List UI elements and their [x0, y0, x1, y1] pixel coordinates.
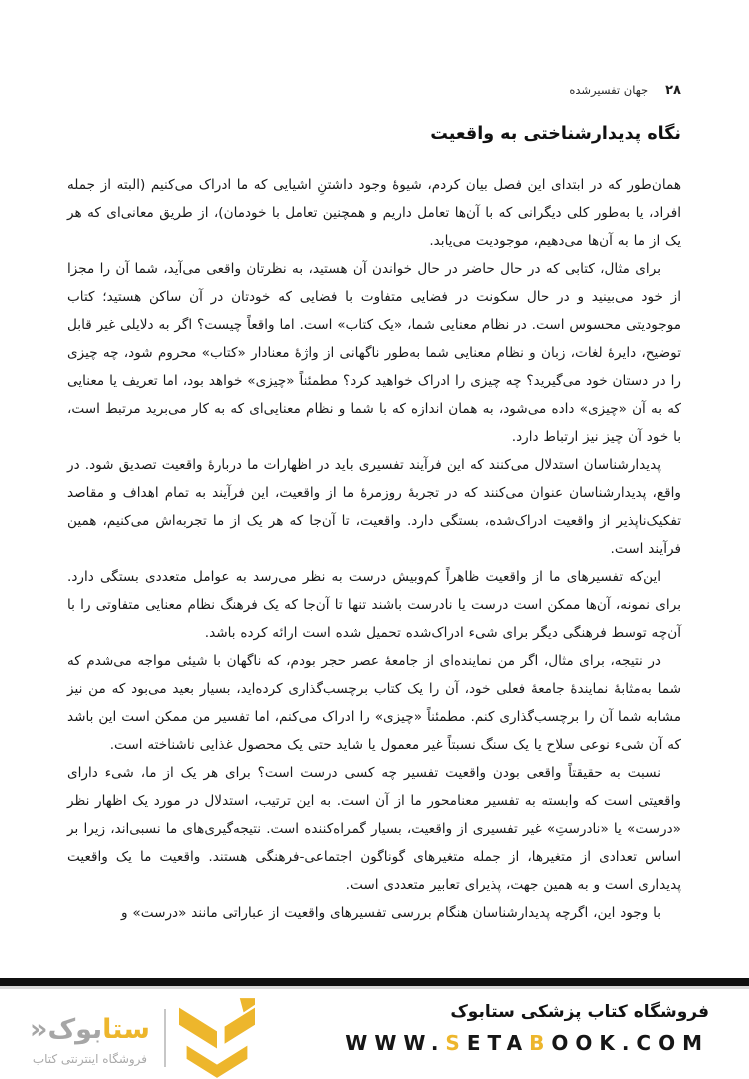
footer-store-info [345, 1002, 709, 1055]
paragraph-6: نسبت به حقیقتاً واقعی بودن واقعیت تفسیر چه کسی درست است؟ برای هر یک از ما، شیء دارای واقعیتی است که وابسته به تفسیر معنامحور ما از آن است. به این ترتیب، استدلال در مورد یک اظهار نظر «درست» یا «نادرستِ» غیر تفسیری از واقعیت، بسیار گمراه‌کننده است. نتیجه‌گیری‌های ما نسبی‌اند، زیرا بر اساس تعدادی از متغیرها، از جمله متغیرهای گوناگون اجتماعی-فرهنگی هستند. واقعیت ما یک واقعیت پدیداری است و به همین جهت، پذیرای تعابیر متعددی است. [67, 765, 681, 893]
logo-tagline: فروشگاه اینترنتی کتاب [32, 1051, 148, 1066]
logo-divider [164, 1009, 166, 1067]
website-segment: OOK.COM [551, 1031, 709, 1055]
logo-wordmark-accent: ستا [102, 1013, 150, 1045]
store-name: فروشگاه کتاب پزشکی ستابوک [450, 1002, 709, 1022]
double-chevron-icon [179, 998, 255, 1078]
promo-footer [0, 992, 749, 1079]
website-segment: WWW. [345, 1031, 446, 1055]
paragraph-5: در نتیجه، برای مثال، اگر من نماینده‌ای از جامعهٔ عصر حجر بودم، که ناگهان با شیئی مواجه می‌شدم که شما به‌مثابهٔ نمایندهٔ جامعهٔ فعلی خود، آن را یک کتاب برچسب‌گذاری کرده‌اید، بسیار بعید می‌بود که من نیز مشابه شما آن را برچسب‌گذاری کنم. مطمئناً «چیزی» را ادراک می‌کنم، اما تفسیر من ممکن است این باشد که آن شیء نوعی سلاح یا یک سنگ نسبتاً غیر معمول یا شاید حتی یک محصول غذایی ناشناخته است. [67, 653, 681, 753]
paragraph-7: با وجود این، اگرچه پدیدارشناسان هنگام بررسی تفسیرهای واقعیت از عباراتی مانند «درست» و [121, 905, 661, 921]
footer-separator [0, 978, 749, 989]
logo-wordmark [30, 1011, 150, 1049]
website-segment-accent: S [445, 1031, 467, 1055]
section-heading: نگاه پدیدارشناختی به واقعیت [430, 124, 681, 144]
body-text [67, 171, 681, 927]
logo-wordmark-gray: بوک« [30, 1013, 103, 1045]
paragraph-3: پدیدارشناسان استدلال می‌کنند که این فرآیند تفسیری باید در اظهارات ما دربارهٔ واقعیت تصدیق شود. در واقع، پدیدارشناسان عنوان می‌کنند که در تجربهٔ روزمرهٔ ما از واقعیت، این فرآیند به تمام اهداف و مقاصد تفکیک‌ناپذیر از واقعیت ادراک‌شده، بستگی دارد. واقعیت، تا آن‌جا که هر یک از ما تجربه‌اش می‌کنیم، همین فرآیند است. [67, 457, 681, 557]
page-number: ۲۸ [665, 83, 681, 98]
website-url [345, 1031, 709, 1055]
running-title: جهان تفسیرشده [569, 83, 649, 97]
paragraph-4: این‌که تفسیرهای ما از واقعیت ظاهراً کم‌وبیش درست به نظر می‌رسد به عوامل متعددی بستگی دارد. برای نمونه، آن‌ها ممکن است درست یا نادرست باشند تنها تا آن‌جا که یک فرهنگ نظام معنایی متفاوتی را با آن‌چه توسط فرهنگی دیگر برای شیء ادراک‌شده تحمیل شده است ارائه کرده باشد. [67, 569, 681, 641]
logo-text [30, 1011, 150, 1066]
running-head [569, 83, 681, 98]
paragraph-1: همان‌طور که در ابتدای این فصل بیان کردم، شیوهٔ وجود داشتنِ اشیایی که ما ادراک می‌کنیم (البته از جمله افراد، یا به‌طور کلی دیگرانی که با آن‌ها تعامل داریم و همچنین تعامل با خودمان)، از طریق معانی‌ای که هر یک از ما به آن‌ها می‌دهیم، موجودیت می‌یابد. [67, 177, 681, 249]
paragraph-2: برای مثال، کتابی که در حال حاضر در حال خواندن آن هستید، به نظرتان واقعی می‌آید، شما آن را مجزا از خود می‌بینید و در حال سکونت در فضایی متفاوت با فضایی که خودتان در آن ساکن هستید؛ کتاب موجودیتی محسوس است. در نظام معنایی شما، «یک کتاب» است. اما واقعاً چیست؟ اگر به دلایلی غیر قابل توضیح، دایرهٔ لغات، زبان و نظام معنایی شما به‌طور ناگهانی از واژهٔ معنادار «کتاب» محروم شود، چه چیزی را در دستان خود می‌گیرید؟ چه چیزی را ادراک خواهید کرد؟ مطمئناً «چیزی» خواهد بود، اما تعریف یا معنایی که به آن «چیزی» داده می‌شود، به همان اندازه که با شما و نظام معنایی‌ای که به کار می‌برید مرتبط است، با خود آن چیز نیز ارتباط دارد. [67, 261, 681, 445]
website-segment: ETA [466, 1031, 530, 1055]
website-segment-accent: B [529, 1031, 552, 1055]
store-logo [30, 998, 255, 1078]
